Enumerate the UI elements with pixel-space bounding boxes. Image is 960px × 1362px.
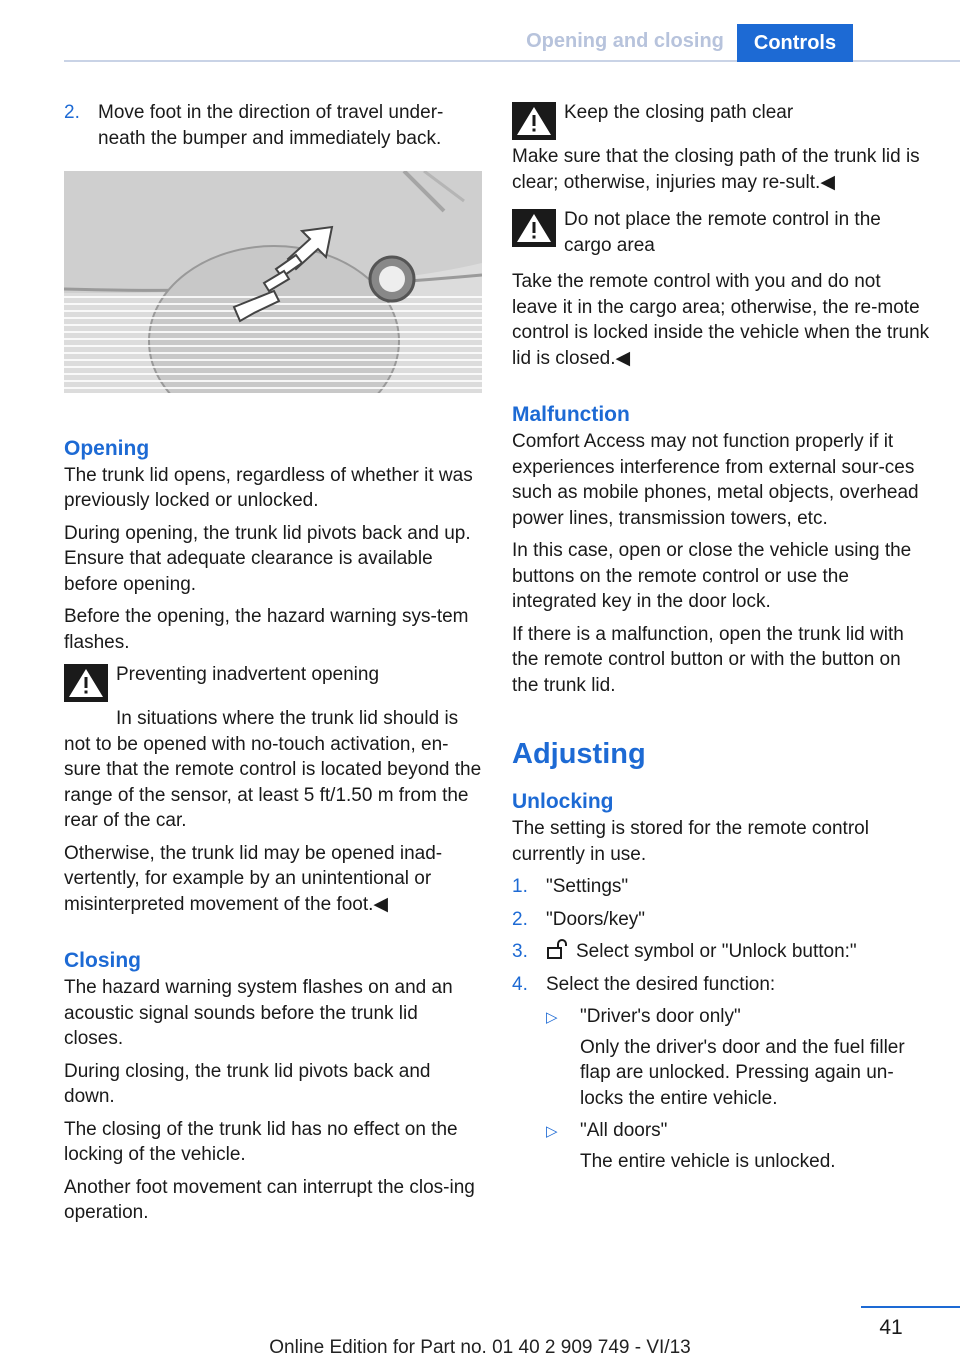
bumper-foot-illustration — [64, 171, 482, 393]
page-number: 41 — [879, 1316, 903, 1339]
right-column — [512, 100, 930, 1181]
opening-heading: Opening — [64, 436, 150, 460]
adjusting-heading: Adjusting — [512, 738, 646, 770]
warning-icon — [64, 664, 108, 702]
list-item — [512, 907, 930, 933]
step-text: Move foot in the direction of travel under‐neath the bumper and immediately back. — [98, 102, 444, 149]
list-item — [512, 874, 930, 900]
closing-heading: Closing — [64, 949, 141, 972]
warning-title: Do not place the remote control in the cargo area — [564, 209, 881, 256]
list-item — [546, 1118, 930, 1174]
footer-rule — [861, 1306, 960, 1308]
closing-path-warning — [512, 100, 930, 140]
closing-paragraph-4: Another foot movement can interrupt the clos‐ing operation. — [64, 1176, 475, 1223]
warning-title: Keep the closing path clear — [564, 102, 794, 123]
function-options — [546, 1004, 930, 1174]
list-item — [546, 1004, 930, 1111]
option-description: The entire vehicle is unlocked. — [580, 1150, 836, 1172]
step-number: 2. — [512, 908, 528, 930]
left-column — [64, 100, 482, 1233]
closing-paragraph-1: The hazard warning system flashes on and an acoustic signal sounds before the trunk lid closes. — [64, 977, 453, 1049]
edition-note: Online Edition for Part no. 01 40 2 909 749 - VI/13 — [269, 1337, 691, 1358]
triangle-bullet-icon: ▷ — [546, 1123, 558, 1140]
opening-warning — [64, 662, 482, 702]
step-2 — [64, 100, 482, 151]
header-section-title: Opening and closing — [526, 30, 724, 52]
opening-paragraph-1: The trunk lid opens, regardless of whether it was previously locked or unlocked. — [64, 464, 473, 511]
unlocking-intro: The setting is stored for the remote control currently in use. — [512, 818, 869, 865]
option-description: Only the driver's door and the fuel filler flap are unlocked. Pressing again un‐locks the entire vehicle. — [580, 1036, 905, 1109]
warning-icon — [512, 102, 556, 140]
warning-text: In situations where the trunk lid should is not to be opened with no-touch activation, en‐sure that the remote control is located beyond the range of the sensor, at least 5 ft/1.50 m from the rear of the car. — [64, 708, 482, 831]
malfunction-paragraph-1: Comfort Access may not function properly if it experiences interference from external sour‐ces such as mobile phones, metal objects, overhead power lines, transmission towers, etc. — [512, 431, 919, 529]
warning-text: Make sure that the closing path of the trunk lid is clear; otherwise, injuries may re‐sult.◀ — [512, 146, 920, 193]
option-label: "All doors" — [580, 1120, 668, 1141]
warning-icon — [512, 209, 556, 247]
remote-cargo-warning — [512, 207, 930, 265]
step-text: "Settings" — [546, 876, 629, 897]
opening-paragraph-4: Otherwise, the trunk lid may be opened inad‐vertently, for example by an unintentional or misinterpreted movement of the foot.◀ — [64, 842, 443, 915]
list-item — [512, 939, 930, 965]
unlocking-steps — [512, 874, 930, 997]
step-text: Select symbol or "Unlock button:" — [576, 941, 857, 962]
list-item — [512, 972, 930, 998]
warning-text: Take the remote control with you and do not leave it in the cargo area; otherwise, the re‐mote control is locked inside the vehicle when the trunk lid is closed.◀ — [512, 271, 930, 369]
header-chapter-tab[interactable]: Controls — [737, 24, 853, 62]
step-text: Select the desired function: — [546, 973, 776, 995]
step-number: 1. — [512, 876, 528, 897]
step-number: 2. — [64, 102, 80, 123]
step-number: 3. — [512, 941, 528, 962]
malfunction-heading: Malfunction — [512, 403, 630, 426]
option-label: "Driver's door only" — [580, 1006, 741, 1027]
unlocking-heading: Unlocking — [512, 790, 614, 813]
closing-paragraph-3: The closing of the trunk lid has no effect on the locking of the vehicle. — [64, 1118, 458, 1165]
opening-paragraph-2: During opening, the trunk lid pivots back and up. Ensure that adequate clearance is available before opening. — [64, 522, 471, 595]
triangle-bullet-icon: ▷ — [546, 1009, 558, 1026]
step-number: 4. — [512, 973, 528, 995]
malfunction-paragraph-2: In this case, open or close the vehicle using the buttons on the remote control or use the integrated key in the door lock. — [512, 540, 912, 612]
opening-paragraph-3: Before the opening, the hazard warning sys‐tem flashes. — [64, 606, 469, 653]
warning-title: Preventing inadvertent opening — [116, 664, 380, 685]
unlock-icon — [546, 939, 570, 959]
step-text: "Doors/key" — [546, 908, 646, 930]
closing-paragraph-2: During closing, the trunk lid pivots back and down. — [64, 1060, 431, 1107]
malfunction-paragraph-3: If there is a malfunction, open the trunk lid with the remote control button or with the button on the trunk lid. — [512, 623, 904, 696]
